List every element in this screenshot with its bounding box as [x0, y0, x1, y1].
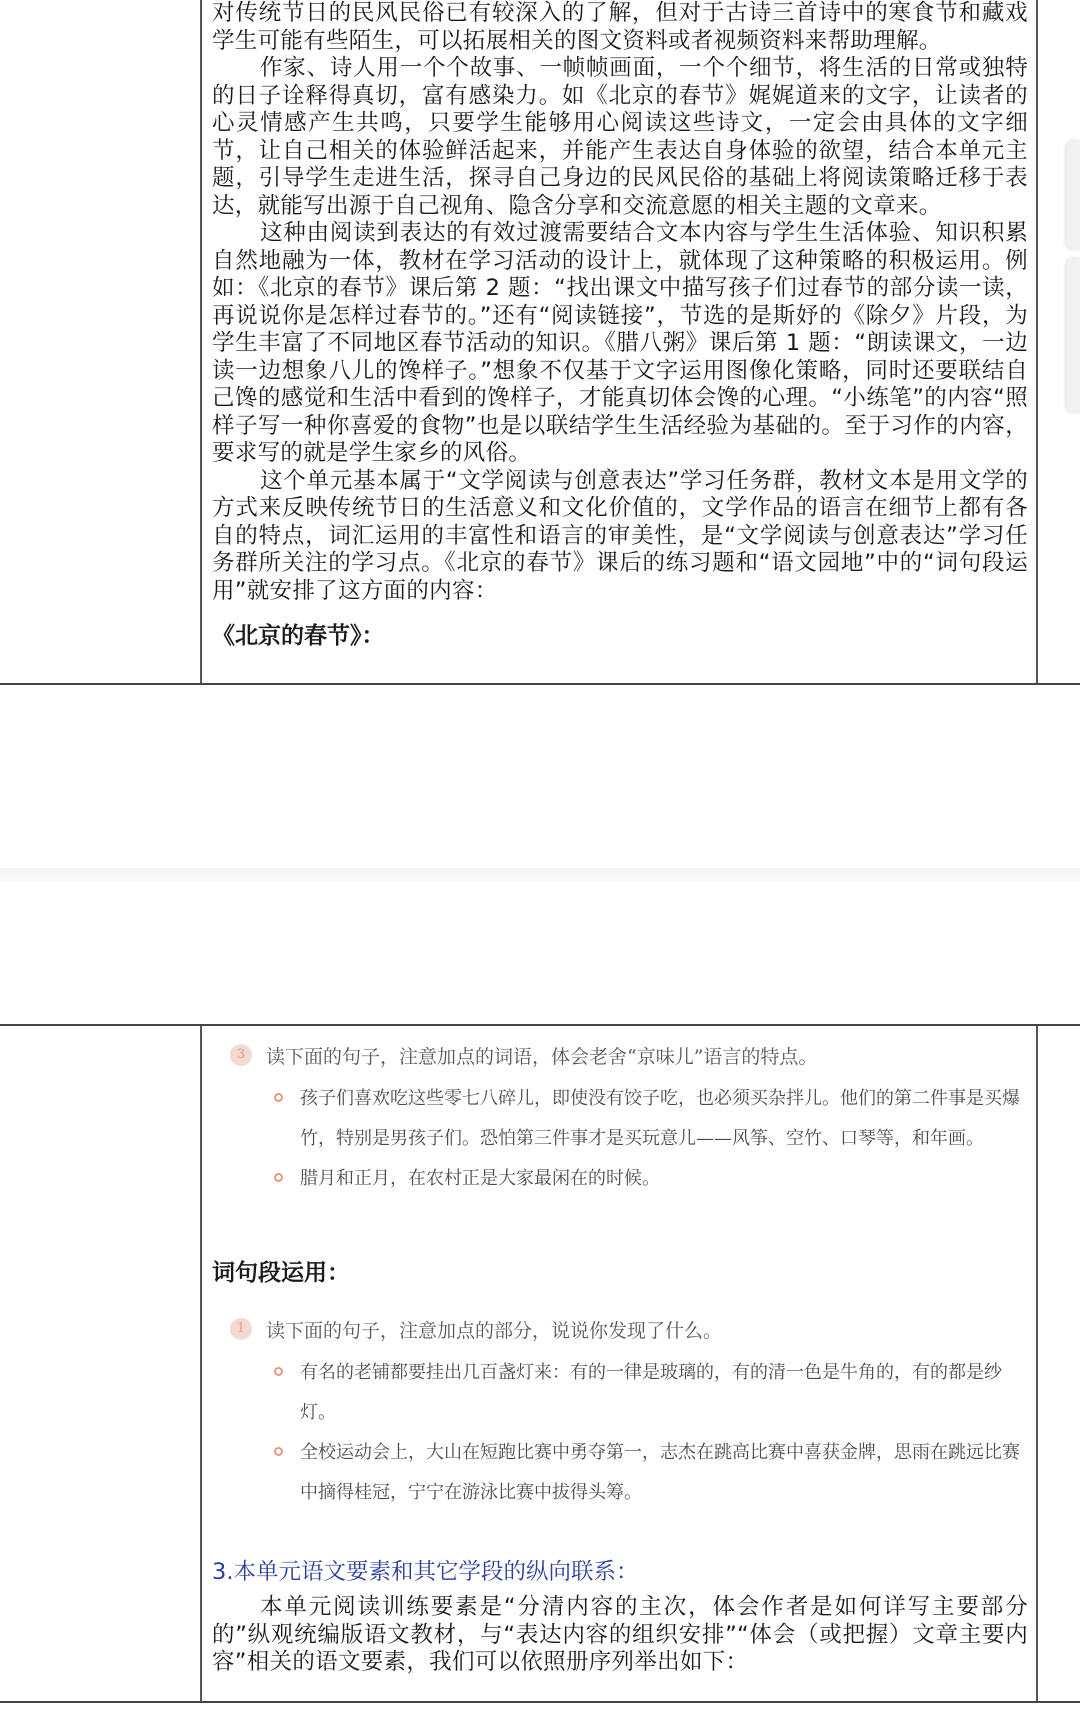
closing-paragraph: 本单元阅读训练要素是“分清内容的主次，体会作者是如何详写主要部分的”纵观统编版语文教材，与“表达内容的组织安排”“体会（或把握）文章主要内容”相关的语文要素，我们可以依照册序列举出如下： [212, 1594, 1028, 1675]
exercise-1-item-1 [212, 1353, 1028, 1433]
table-left-border [200, 1026, 202, 1701]
table-right-border [1036, 0, 1038, 683]
vertical-connection-section [212, 1554, 1028, 1677]
exercise-1-prompt [212, 1316, 1028, 1343]
paragraph-1: 对传统节日的民风民俗已有较深入的了解，但对于古诗三首诗中的寒食节和藏戏学生可能有些陌生，可以拓展相关的图文资料或者视频资料来帮助理解。 [212, 0, 1028, 54]
page-break-shadow [0, 868, 1080, 882]
bullet-icon [274, 1093, 283, 1102]
textbook-exercise-3-image [212, 1042, 1028, 1199]
table-right-border [1036, 1026, 1038, 1701]
paragraph-2: 作家、诗人用一个个故事、一帧帧画面，一个个细节，将生活的日常或独特的日子诠释得真切，富有感染力。如《北京的春节》娓娓道来的文字，让读者的心灵情感产生共鸣，只要学生能够用心阅读这些诗文，一定会由具体的文字细节，让自己相关的体验鲜活起来，并能产生表达自身体验的欲望，结合本单元主题，引导学生走进生活，探寻自己身边的民风民俗的基础上将阅读策略迁移于表达，就能写出源于自己视角、隐含分享和交流意愿的相关主题的文章来。 [212, 55, 1028, 219]
bottom-table-section [0, 1024, 1080, 1703]
exercise-number-badge: 1 [230, 1318, 252, 1340]
paragraph-4: 这个单元基本属于“文学阅读与创意表达”学习任务群，教材文本是用文学的方式来反映传统节日的生活意义和文化价值的，文学作品的语言在细节上都有各自的特点，词汇运用的丰富性和语言的审美性，是“文学阅读与创意表达”学习任务群所关注的学习点。《北京的春节》课后的练习题和“语文园地”中的“词句段运用”就安排了这方面的内容： [212, 467, 1028, 604]
beijing-spring-subheading: 《北京的春节》： [212, 623, 385, 649]
top-text-cell [212, 0, 1028, 650]
exercise-1-prompt-text: 读下面的句子，注意加点的部分，说说你发现了什么。 [266, 1320, 723, 1342]
section-3-heading: 3.本单元语文要素和其它学段的纵向联系： [212, 1559, 639, 1585]
textbook-exercise-1-image [212, 1316, 1028, 1513]
paragraph-3: 这种由阅读到表达的有效过渡需要结合文本内容与学生生活体验、知识积累自然地融为一体，教材在学习活动的设计上，就体现了这种策略的积极运用。例如：《北京的春节》课后第 2 题：“找出课文中描写孩子们过春节的部分读一读，再说说你是怎样过春节的。”还有“阅读链接”，节选的是斯妤的《除夕》片段，为学生丰富了不同地区春节活动的知识。《腊八粥》课后第 1 题：“朗读课文，一边读一边想象八儿的馋样子。”想象不仅基于文字运用图像化策略，同时还要联结自己馋的感觉和生活中看到的馋样子，才能真切体会馋的心理。“小练笔”的内容“照样子写一种你喜爱的食物”也是以联结学生生活经验为基础的。至于习作的内容，要求写的就是学生家乡的风俗。 [212, 220, 1028, 466]
exercise-3-item-1 [212, 1079, 1028, 1159]
exercise-1-item-1-text: 有名的老铺都要挂出几百盏灯来：有的一律是玻璃的，有的清一色是牛角的，有的都是纱灯。 [300, 1362, 1002, 1423]
bullet-icon [274, 1173, 283, 1182]
bullet-icon [274, 1367, 283, 1376]
bullet-icon [274, 1447, 283, 1456]
exercise-3-prompt-text: 读下面的句子，注意加点的词语，体会老舍“京味儿”语言的特点。 [266, 1046, 818, 1068]
exercise-3-item-2 [212, 1159, 1028, 1199]
words-sentences-subheading-cell [212, 1254, 1028, 1287]
exercise-1-item-2 [212, 1433, 1028, 1513]
exercise-3-item-1-text: 孩子们喜欢吃这些零七八碎儿，即使没有饺子吃，也必须买杂拌儿。他们的第二件事是买爆竹，特别是男孩子们。恐怕第三件事才是买玩意儿——风筝、空竹、口琴等，和年画。 [300, 1088, 1020, 1149]
exercise-1-item-2-text: 全校运动会上，大山在短跑比赛中勇夺第一，志杰在跳高比赛中喜获金牌，思雨在跳远比赛中摘得桂冠，宁宁在游泳比赛中拔得头筹。 [300, 1442, 1020, 1503]
table-left-border [200, 0, 202, 683]
exercise-3-item-2-text: 腊月和正月，在农村正是大家最闲在的时候。 [300, 1168, 660, 1189]
top-table-section [0, 0, 1080, 685]
exercise-number-badge: 3 [230, 1044, 252, 1066]
exercise-3-prompt [212, 1042, 1028, 1069]
side-scroll-tab[interactable] [1066, 140, 1080, 250]
words-sentences-subheading: 词句段运用： [212, 1260, 350, 1286]
side-scroll-tab-2[interactable] [1066, 258, 1080, 413]
